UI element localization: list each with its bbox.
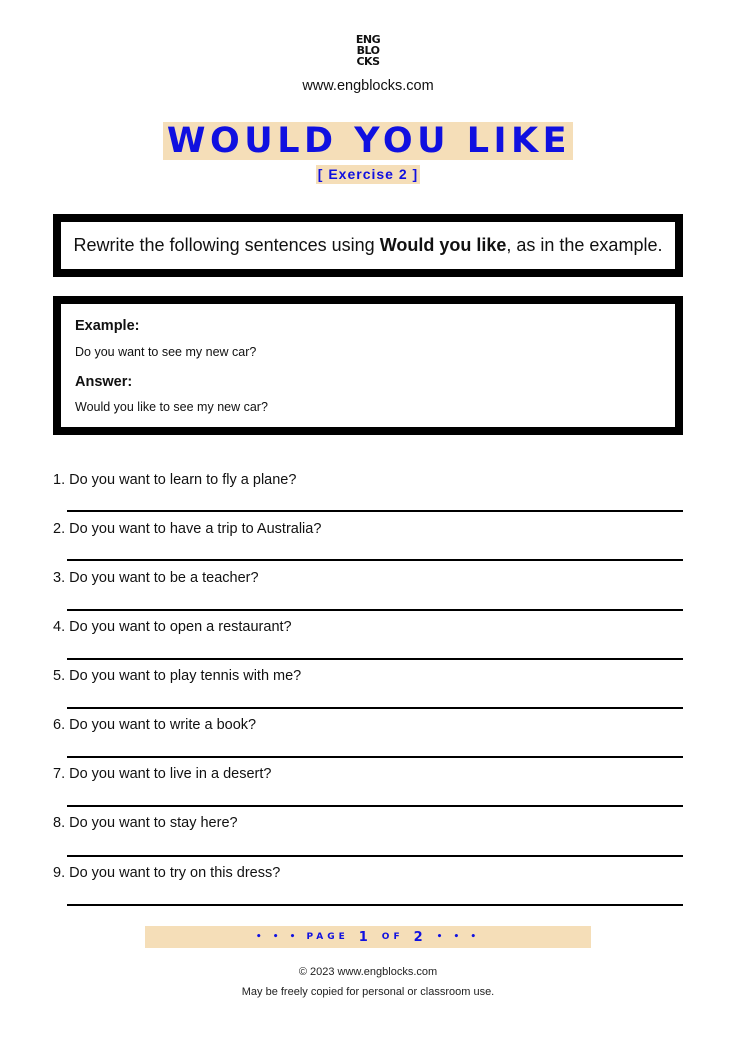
- instruction-text-before: Rewrite the following sentences using: [73, 235, 380, 255]
- question-5: 5. Do you want to play tennis with me?: [53, 668, 302, 684]
- of-word: OF: [381, 932, 404, 942]
- logo-line-2: BLO: [356, 44, 380, 57]
- logo-line-1: ENG: [355, 33, 381, 46]
- example-label: Example:: [75, 318, 140, 334]
- answer-line-1[interactable]: [67, 510, 683, 512]
- question-2: 2. Do you want to have a trip to Australia?: [53, 521, 322, 537]
- question-3: 3. Do you want to be a teacher?: [53, 570, 259, 586]
- page-title: WOULD YOU LIKE: [163, 122, 573, 160]
- example-box: [53, 296, 683, 435]
- answer-line-4[interactable]: [67, 658, 683, 660]
- license-note: May be freely copied for personal or classroom use.: [241, 986, 495, 998]
- question-9: 9. Do you want to try on this dress?: [53, 865, 281, 881]
- page-current: 1: [358, 929, 372, 945]
- answer-text: Would you like to see my new car?: [75, 400, 268, 414]
- answer-line-7[interactable]: [67, 805, 683, 807]
- logo-line-3: CKS: [356, 55, 380, 68]
- exercise-subtitle: [ Exercise 2 ]: [317, 166, 419, 182]
- answer-label: Answer:: [75, 374, 133, 390]
- answer-line-5[interactable]: [67, 707, 683, 709]
- page-total: 2: [413, 929, 427, 945]
- copyright: © 2023 www.engblocks.com: [298, 966, 438, 978]
- instruction-text-bold: Would you like: [379, 235, 507, 255]
- answer-line-2[interactable]: [67, 559, 683, 561]
- question-6: 6. Do you want to write a book?: [53, 717, 257, 733]
- example-text: Do you want to see my new car?: [75, 345, 257, 359]
- answer-line-8[interactable]: [67, 855, 683, 857]
- page-dots: • • •: [436, 932, 481, 942]
- engblocks-logo: [352, 34, 384, 67]
- question-1: 1. Do you want to learn to fly a plane?: [53, 472, 297, 488]
- page-word: • • • PAGE: [255, 932, 349, 942]
- answer-line-9[interactable]: [67, 904, 683, 906]
- page-indicator: [145, 926, 591, 948]
- site-url[interactable]: www.engblocks.com: [302, 78, 434, 94]
- instruction-box: [53, 214, 683, 277]
- answer-line-3[interactable]: [67, 609, 683, 611]
- question-7: 7. Do you want to live in a desert?: [53, 766, 272, 782]
- question-8: 8. Do you want to stay here?: [53, 815, 238, 831]
- question-4: 4. Do you want to open a restaurant?: [53, 619, 292, 635]
- answer-line-6[interactable]: [67, 756, 683, 758]
- instruction-text-after: , as in the example.: [506, 235, 663, 255]
